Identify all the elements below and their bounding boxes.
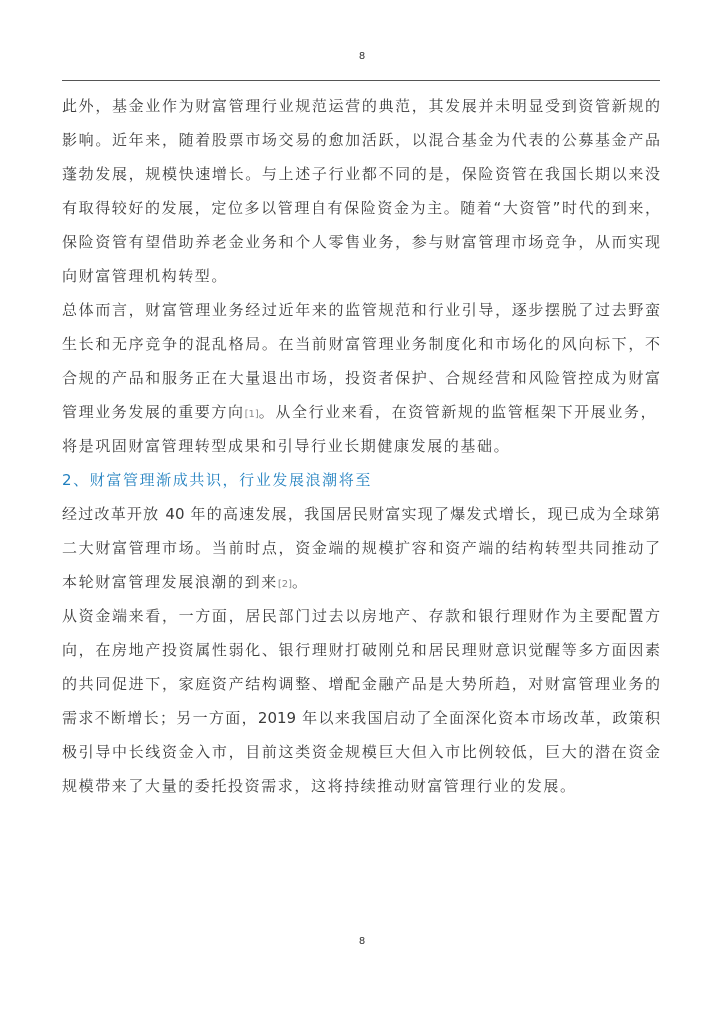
paragraph-1-line-4: 有取得较好的发展，定位多以管理自有保险资金为主。随着“大资管”时代的到来，	[62, 199, 660, 217]
paragraph-4-line-5: 极引导中长线资金入市，目前这类资金规模巨大但入市比例较低，巨大的潜在资金	[62, 743, 660, 761]
paragraph-2-line-3: 合规的产品和服务正在大量退出市场，投资者保护、合规经营和风险管控成为财富	[62, 369, 660, 387]
paragraph-2-line-1: 总体而言，财富管理业务经过近年来的监管规范和行业引导，逐步摆脱了过去野蛮	[62, 301, 660, 319]
paragraph-3-line-1: 经过改革开放 40 年的高速发展，我国居民财富实现了爆发式增长，现已成为全球第	[62, 505, 660, 523]
section-heading: 2、财富管理渐成共识，行业发展浪潮将至	[62, 471, 372, 489]
paragraph-2-line-4-text-b: 。从全行业来看，在资管新规的监管框架下开展业务，	[258, 403, 658, 421]
paragraph-3-line-3	[62, 565, 660, 599]
footnote-ref-1: [1]	[244, 409, 259, 420]
footnote-ref-2: [2]	[277, 579, 292, 590]
paragraph-4-line-4: 需求不断增长；另一方面，2019 年以来我国启动了全面深化资本市场改革，政策积	[62, 709, 660, 727]
document-body	[62, 89, 660, 803]
paragraph-1-line-6: 向财富管理机构转型。	[62, 267, 229, 285]
page-number-top: 8	[358, 51, 366, 62]
paragraph-1-line-3: 蓬勃发展，规模快速增长。与上述子行业都不同的是，保险资管在我国长期以来没	[62, 165, 660, 183]
paragraph-4-line-6: 规模带来了大量的委托投资需求，这将持续推动财富管理行业的发展。	[62, 777, 577, 795]
paragraph-4-line-3: 的共同促进下，家庭资产结构调整、增配金融产品是大势所趋，对财富管理业务的	[62, 675, 660, 693]
paragraph-1-line-1: 此外，基金业作为财富管理行业规范运营的典范，其发展并未明显受到资管新规的	[62, 97, 660, 115]
paragraph-1-line-5: 保险资管有望借助养老金业务和个人零售业务，参与财富管理市场竞争，从而实现	[62, 233, 660, 251]
paragraph-3-line-3-text-b: 。	[291, 573, 309, 591]
header-rule	[62, 80, 660, 81]
paragraph-4-line-2: 向，在房地产投资属性弱化、银行理财打破刚兑和居民理财意识觉醒等多方面因素	[62, 641, 660, 659]
paragraph-3-line-2: 二大财富管理市场。当前时点，资金端的规模扩容和资产端的结构转型共同推动了	[62, 539, 660, 557]
paragraph-1-line-2: 影响。近年来，随着股票市场交易的愈加活跃，以混合基金为代表的公募基金产品	[62, 131, 660, 149]
page-number-bottom: 8	[358, 936, 366, 947]
paragraph-2-line-4-text-a: 管理业务发展的重要方向	[62, 403, 245, 421]
paragraph-2-line-2: 生长和无序竞争的混乱格局。在当前财富管理业务制度化和市场化的风向标下，不	[62, 335, 660, 353]
paragraph-2-line-5: 将是巩固财富管理转型成果和引导行业长期健康发展的基础。	[62, 437, 511, 455]
paragraph-3-line-3-text-a: 本轮财富管理发展浪潮的到来	[62, 573, 278, 591]
paragraph-2-line-4	[62, 395, 660, 429]
paragraph-4-line-1: 从资金端来看，一方面，居民部门过去以房地产、存款和银行理财作为主要配置方	[62, 607, 660, 625]
